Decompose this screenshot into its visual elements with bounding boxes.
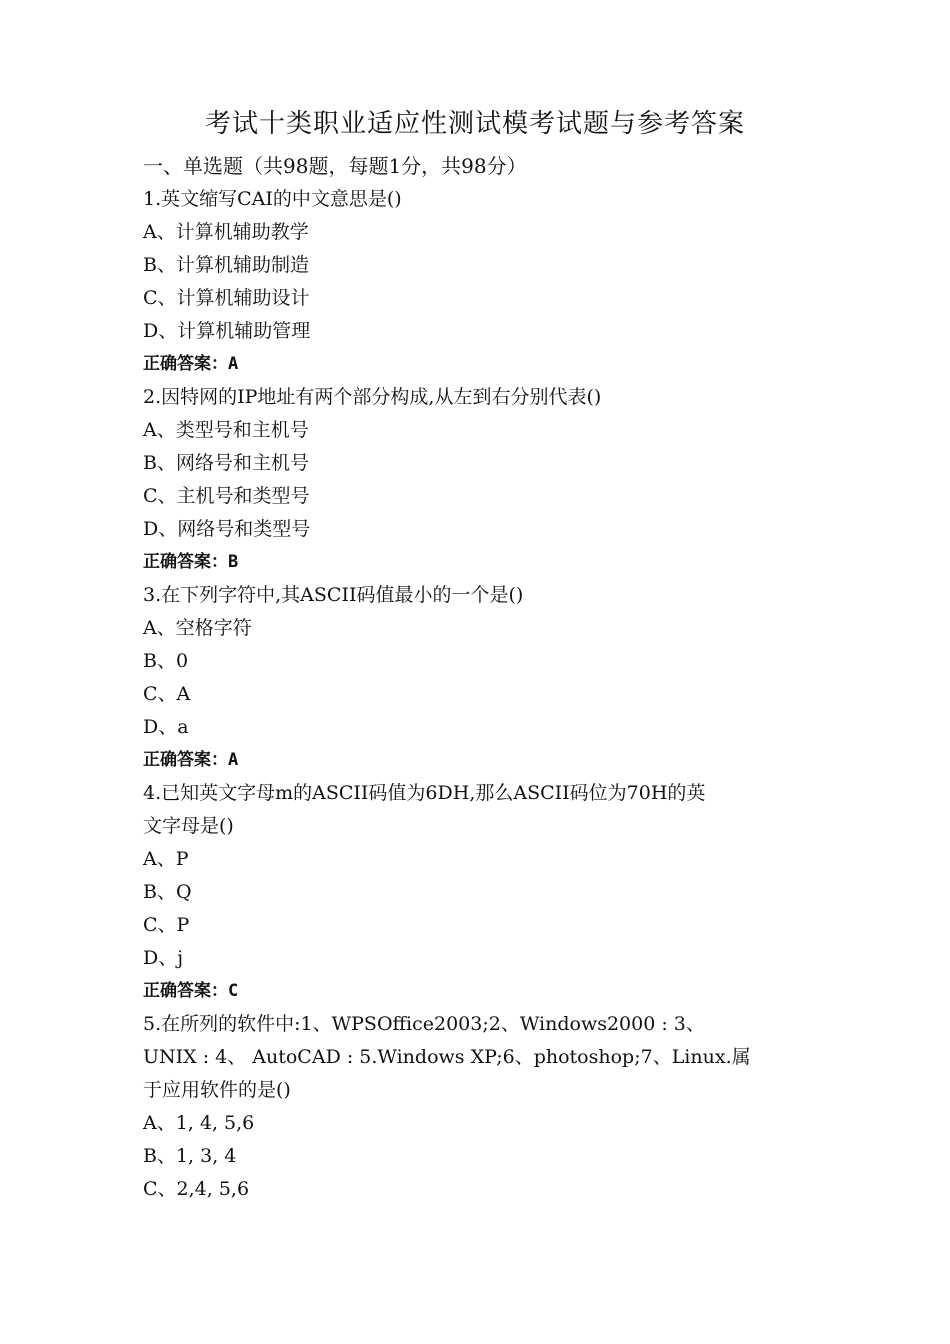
option-a: A、类型号和主机号 bbox=[143, 419, 309, 441]
option-c: C、主机号和类型号 bbox=[143, 485, 310, 507]
question-stem-line-2: 文字母是() bbox=[143, 815, 234, 837]
correct-answer: 正确答案：C bbox=[143, 981, 239, 1001]
option-c: C、P bbox=[143, 914, 190, 936]
document-body bbox=[143, 150, 813, 1206]
correct-answer: 正确答案：A bbox=[143, 750, 239, 770]
correct-answer: 正确答案：B bbox=[143, 552, 239, 572]
section-heading: 一、单选题（共98题，每题1分，共98分） bbox=[143, 154, 527, 178]
question-1 bbox=[143, 183, 813, 381]
option-b: B、Q bbox=[143, 881, 192, 903]
option-a: A、空格字符 bbox=[143, 617, 252, 639]
question-stem-line-1: 4.已知英文字母m的ASCII码值为6DH,那么ASCII码位为70H的英 bbox=[143, 782, 706, 804]
option-d: D、j bbox=[143, 947, 184, 969]
question-stem-line-3: 于应用软件的是() bbox=[143, 1079, 291, 1101]
option-b: B、计算机辅助制造 bbox=[143, 254, 309, 276]
question-stem-line-1: 5.在所列的软件中:1、WPSOffice2003;2、Windows2000 : 3、 bbox=[143, 1013, 705, 1035]
question-4 bbox=[143, 777, 813, 1008]
option-c: C、计算机辅助设计 bbox=[143, 287, 310, 309]
option-d: D、网络号和类型号 bbox=[143, 518, 311, 540]
option-d: D、a bbox=[143, 716, 189, 738]
option-a: A、P bbox=[143, 848, 189, 870]
document-title: 考试十类职业适应性测试模考试题与参考答案 bbox=[204, 109, 745, 139]
question-stem: 1.英文缩写CAI的中文意思是() bbox=[143, 188, 402, 210]
question-stem-line-2: UNIX : 4、 AutoCAD : 5.Windows XP;6、photoshop;7、Linux.属 bbox=[143, 1046, 751, 1068]
question-stem: 3.在下列字符中,其ASCII码值最小的一个是() bbox=[143, 584, 524, 606]
correct-answer: 正确答案：A bbox=[143, 354, 239, 374]
option-a: A、1, 4, 5,6 bbox=[143, 1112, 255, 1134]
option-b: B、0 bbox=[143, 650, 189, 672]
option-a: A、计算机辅助教学 bbox=[143, 221, 309, 243]
option-c: C、A bbox=[143, 683, 191, 705]
option-c: C、2,4, 5,6 bbox=[143, 1178, 250, 1200]
option-d: D、计算机辅助管理 bbox=[143, 320, 311, 342]
question-3 bbox=[143, 579, 813, 777]
option-b: B、1, 3, 4 bbox=[143, 1145, 237, 1167]
question-5 bbox=[143, 1008, 813, 1206]
option-b: B、网络号和主机号 bbox=[143, 452, 309, 474]
question-stem: 2.因特网的IP地址有两个部分构成,从左到右分别代表() bbox=[143, 386, 602, 408]
question-2 bbox=[143, 381, 813, 579]
